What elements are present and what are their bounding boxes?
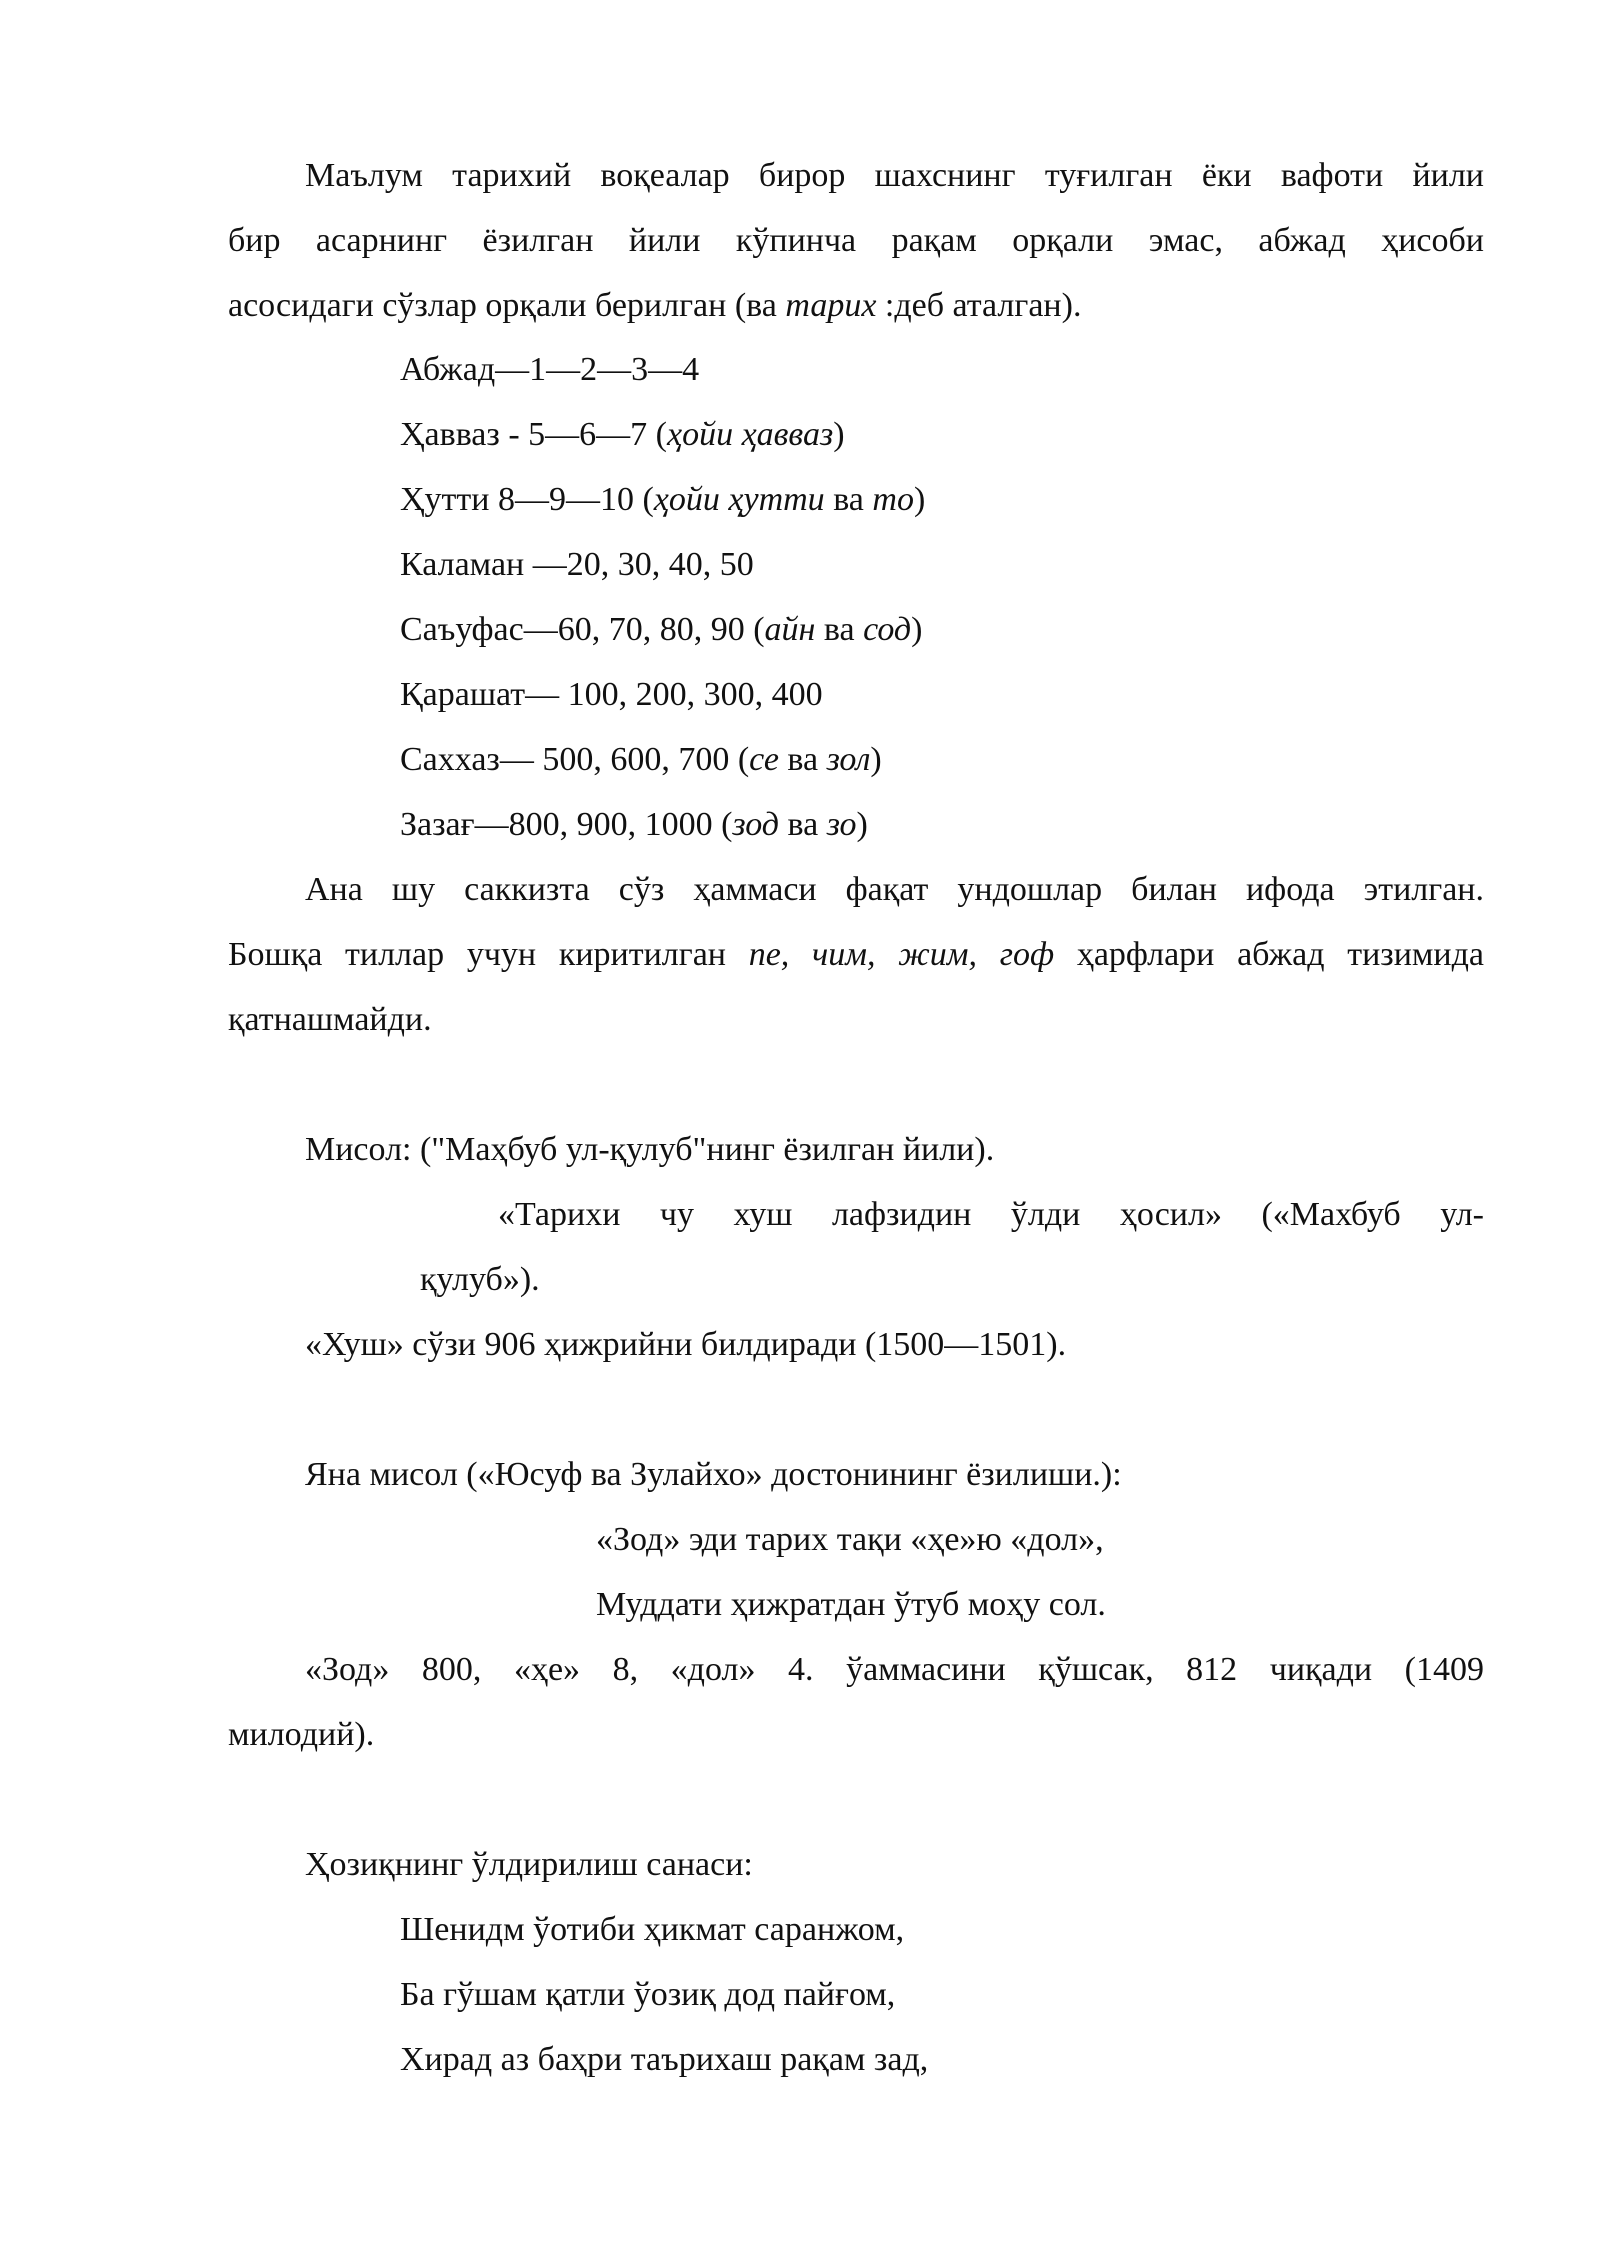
abjad-item-7-em2: зол — [826, 741, 871, 778]
abjad-item-6 — [400, 675, 823, 715]
paragraph-1-line-3-text: асосидаги сўзлар орқали берилган (ва — [228, 287, 786, 324]
example-2-verse-1: «Зод» эди тарих тақи «ҳе»ю «дол», — [596, 1521, 1104, 1558]
abjad-item-8-em2: зо — [826, 806, 857, 843]
example-2-explanation-line-1: «Зод» 800, «ҳе» 8, «дол» 4. ўаммасини қўшсак, 812 чиқади (1409 — [305, 1651, 1484, 1688]
abjad-item-5-text: Саъуфас—60, 70, 80, 90 ( — [400, 611, 765, 648]
abjad-item-3-text: Ҳутти 8—9—10 ( — [400, 481, 654, 518]
abjad-item-8-mid: ва — [779, 806, 827, 843]
example-1-quote-line-2: қулуб»). — [420, 1261, 540, 1298]
abjad-item-4 — [400, 545, 754, 585]
example-1-explanation: «Хуш» сўзи 906 ҳижрийни билдиради (1500—1501). — [305, 1326, 1067, 1363]
abjad-item-1 — [400, 350, 699, 390]
abjad-item-5 — [400, 610, 922, 650]
abjad-item-3-em2: то — [872, 481, 914, 518]
abjad-item-5-close: ) — [911, 611, 923, 648]
abjad-item-3 — [400, 480, 925, 520]
abjad-item-7 — [400, 740, 882, 780]
paragraph-2-line-2-text: Бошқа тиллар учун киритилган — [228, 936, 749, 973]
paragraph-2-line-3: қатнашмайди. — [228, 1001, 432, 1038]
abjad-item-8-close: ) — [856, 806, 868, 843]
example-3-verse-2: Ба гўшам қатли ўозиқ дод пайғом, — [400, 1976, 896, 2013]
abjad-item-2-em: ҳойи ҳавваз — [666, 416, 834, 453]
paragraph-1-line-2: бир асарнинг ёзилган йили кўпинча рақам орқали эмас, абжад ҳисоби — [228, 222, 1484, 259]
paragraph-2-line-2 — [228, 935, 1484, 975]
paragraph-2-line-2-end: ҳарфлари абжад тизимида — [1054, 936, 1484, 973]
abjad-item-4-text: Каламан —20, 30, 40, 50 — [400, 546, 754, 583]
paragraph-2-line-1: Ана шу саккизта сўз ҳаммаси фақат ундошлар билан ифода этилган. — [305, 871, 1484, 908]
abjad-item-7-mid: ва — [778, 741, 827, 778]
abjad-item-7-em1: се — [749, 741, 779, 778]
paragraph-1-line-3 — [228, 286, 1081, 326]
abjad-item-3-close: ) — [913, 481, 926, 518]
abjad-item-8 — [400, 805, 868, 845]
abjad-item-5-mid: ва — [815, 611, 864, 648]
abjad-item-5-em1: айн — [764, 611, 816, 648]
example-3-verse-1: Шенидм ўотиби ҳикмат саранжом, — [400, 1911, 905, 1948]
example-3-verse-3: Хирад аз баҳри таърихаш рақам зад, — [400, 2041, 929, 2078]
example-2-verse-2: Муддати ҳижратдан ўтуб моҳу сол. — [596, 1586, 1106, 1623]
abjad-item-5-em2: сод — [863, 611, 912, 648]
abjad-item-8-em1: зод — [732, 806, 779, 843]
abjad-item-8-text: Зазағ—800, 900, 1000 ( — [400, 806, 733, 843]
emphasis-tarikh: тарих — [785, 287, 877, 324]
example-1-quote-line-1: «Тарихи чу хуш лафзидин ўлди ҳосил» («Махбуб ул- — [498, 1196, 1484, 1233]
abjad-item-2-close: ) — [833, 416, 845, 453]
abjad-item-2-text: Ҳавваз - 5—6—7 ( — [400, 416, 667, 453]
emphasis-letters: пе, чим, жим, гоф — [748, 936, 1055, 973]
example-2-intro: Яна мисол («Юсуф ва Зулайхо» достонининг ёзилиши.): — [305, 1456, 1122, 1493]
example-2-explanation-line-2: милодий). — [228, 1716, 375, 1753]
abjad-item-1-text: Абжад—1—2—3—4 — [400, 351, 700, 388]
example-3-intro: Ҳозиқнинг ўлдирилиш санаси: — [305, 1846, 753, 1883]
abjad-item-2 — [400, 415, 845, 455]
abjad-item-3-mid: ва — [824, 481, 873, 518]
paragraph-1-line-1: Маълум тарихий воқеалар бирор шахснинг туғилган ёки вафоти йили — [305, 157, 1484, 194]
abjad-item-7-text: Саххаз— 500, 600, 700 ( — [400, 741, 750, 778]
abjad-item-6-text: Қарашат— 100, 200, 300, 400 — [400, 676, 823, 713]
paragraph-1-line-3-end: :деб аталган). — [876, 287, 1082, 324]
example-1-intro: Мисол: ("Маҳбуб ул-қулуб"нинг ёзилган йили). — [305, 1131, 995, 1168]
abjad-item-7-close: ) — [870, 741, 882, 778]
abjad-item-3-em1: ҳойи ҳутти — [653, 481, 825, 518]
